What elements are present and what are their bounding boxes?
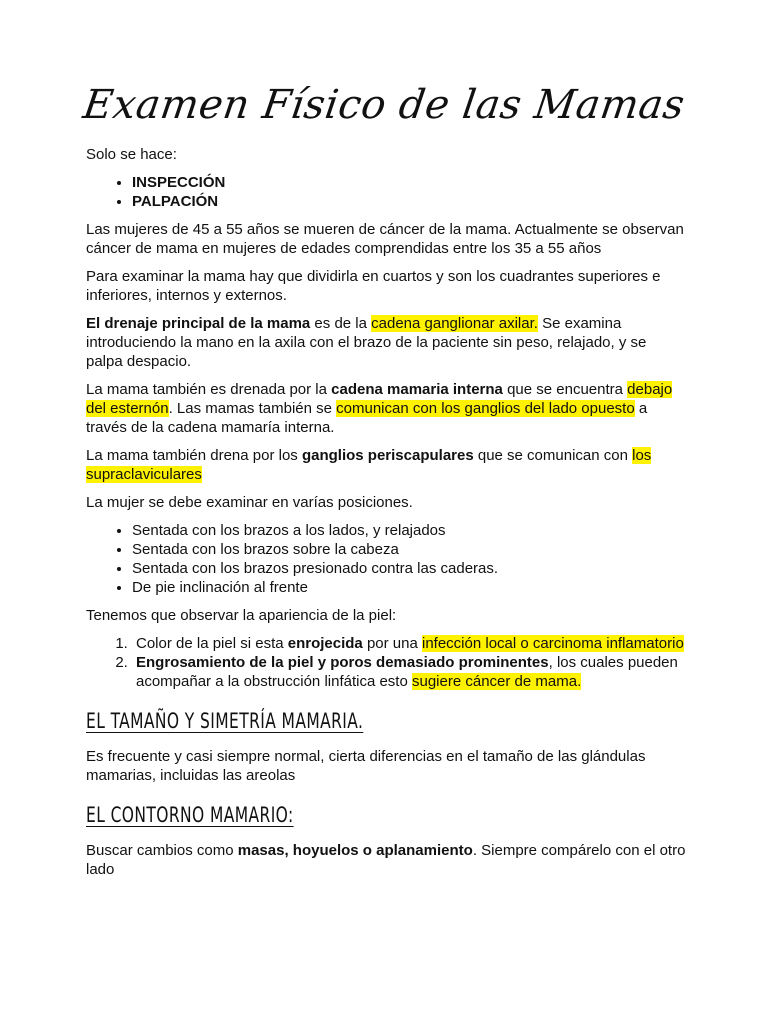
section-heading-size: EL TAMAÑO Y SIMETRÍA MAMARIA. (86, 709, 364, 733)
list-item (132, 634, 686, 653)
paragraph-skin-intro: Tenemos que observar la apariencia de la piel: (86, 607, 397, 624)
list-item: • Sentada con los brazos sobre la cabeza (132, 540, 686, 559)
document-body (86, 145, 686, 888)
text: , los cuales pueden acompañar a la obstrucción linfática esto (136, 654, 678, 690)
text: es de la (310, 315, 372, 332)
list-item: • Sentada con los brazos presionado contra las caderas. (132, 559, 686, 578)
list-item: • Sentada con los brazos a los lados, y relajados (132, 521, 686, 540)
text: La mama también es drenada por la (86, 381, 332, 398)
paragraph-positions-intro: La mujer se debe examinar en varías posiciones. (86, 494, 413, 511)
highlight-text: los supraclaviculares (86, 447, 652, 483)
text: Color de la piel si esta (136, 635, 288, 652)
paragraph-main-drainage (86, 314, 686, 371)
highlight-text: debajo del esternón (86, 381, 673, 417)
text: que se comunican con (473, 447, 633, 464)
paragraph-contour (86, 841, 686, 879)
text: Buscar cambios como (86, 842, 238, 859)
method-item (132, 173, 686, 192)
text: . Las mamas también se (168, 400, 337, 417)
list-item: • De pie inclinación al frente (132, 578, 686, 597)
text: que se encuentra (502, 381, 628, 398)
bold-text: masas, hoyuelos o aplanamiento (237, 842, 473, 859)
text: . Siempre compárelo con el otro lado (86, 842, 686, 878)
document-title: Examen Físico de las Mamas (80, 82, 688, 128)
section-heading-contour: EL CONTORNO MAMARIO: (86, 803, 294, 827)
paragraph-quadrants: Para examinar la mama hay que dividirla en cuartos y son los cuadrantes superiores e inferiores, internos y externos. (86, 268, 661, 304)
text: La mama también drena por los (86, 447, 302, 464)
positions-list (86, 521, 686, 597)
paragraph-mortality: Las mujeres de 45 a 55 años se mueren de cáncer de la mama. Actualmente se observan cáncer de mama en mujeres de edades comprendidas entre los 35 a 55 años (86, 221, 684, 257)
text: a través de la cadena mamaría interna. (86, 400, 648, 436)
bold-text: enrojecida (287, 635, 363, 652)
highlight-text: cadena ganglionar axilar. (371, 315, 538, 332)
text: por una (362, 635, 422, 652)
list-item (132, 653, 686, 691)
bold-text: El drenaje principal de la mama (86, 315, 311, 332)
method-label: INSPECCIÓN (132, 174, 226, 191)
paragraph-internal-chain (86, 380, 686, 437)
paragraph-size: Es frecuente y casi siempre normal, cierta diferencias en el tamaño de las glándulas mamarias, incluidas las areolas (86, 748, 646, 784)
highlight-text: sugiere cáncer de mama. (411, 673, 582, 690)
bold-text: cadena mamaria interna (331, 381, 503, 398)
method-label: PALPACIÓN (132, 193, 219, 210)
bold-text: Engrosamiento de la piel y poros demasiado prominentes (136, 654, 549, 671)
text: Se examina introduciendo la mano en la axila con el brazo de la paciente sin peso, relajado, y se palpa despacio. (86, 315, 647, 370)
method-item (132, 192, 686, 211)
skin-list (86, 634, 686, 691)
paragraph-periscapular (86, 446, 686, 484)
highlight-text: comunican con los ganglios del lado opuesto (336, 400, 635, 417)
bold-text: ganglios periscapulares (301, 447, 474, 464)
intro-text: Solo se hace: (86, 146, 177, 163)
highlight-text: infección local o carcinoma inflamatorio (422, 635, 684, 652)
methods-list (86, 173, 686, 211)
